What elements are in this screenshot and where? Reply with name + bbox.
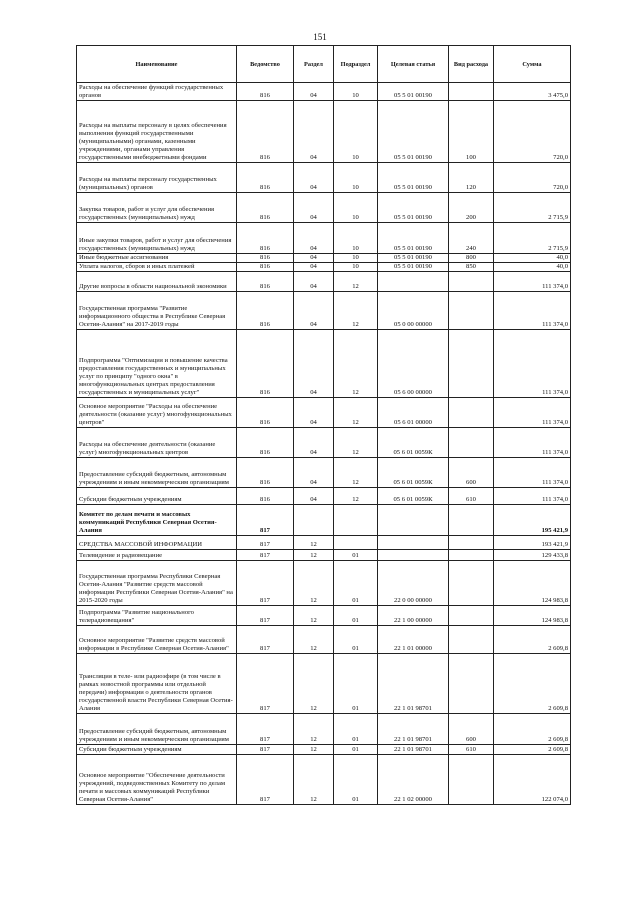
row-target-article-cell: 05 0 00 00000	[378, 292, 449, 330]
row-subsection-cell: 10	[334, 223, 378, 254]
row-department-cell: 817	[237, 714, 294, 745]
row-amount-cell: 111 374,0	[494, 458, 571, 488]
row-department-cell: 816	[237, 83, 294, 101]
table-row	[77, 223, 571, 254]
row-name-cell: Основное мероприятие "Развитие средств массовой информации в Республике Северная Осетия-Алания"	[77, 626, 237, 654]
row-expense-type-cell: 120	[449, 163, 494, 193]
row-subsection-cell: 12	[334, 458, 378, 488]
row-expense-type-cell	[449, 398, 494, 428]
row-target-article-cell	[378, 550, 449, 561]
row-department-cell: 816	[237, 488, 294, 505]
row-department-cell: 816	[237, 398, 294, 428]
row-target-article-cell: 05 6 00 00000	[378, 330, 449, 398]
row-subsection-cell: 01	[334, 654, 378, 714]
row-subsection-cell: 01	[334, 714, 378, 745]
table-row	[77, 505, 571, 536]
row-subsection-cell: 01	[334, 755, 378, 805]
row-section-cell: 04	[294, 458, 334, 488]
row-target-article-cell	[378, 272, 449, 292]
row-expense-type-cell	[449, 428, 494, 458]
table-row	[77, 330, 571, 398]
row-amount-cell: 2 715,9	[494, 193, 571, 223]
row-name-cell: Основное мероприятие "Обеспечение деятельности учреждений, подведомственных Комитету по делам печати и массовых коммуникаций Республики Северная Осетия-Алания"	[77, 755, 237, 805]
row-section-cell: 12	[294, 654, 334, 714]
row-section-cell: 04	[294, 488, 334, 505]
table-row	[77, 536, 571, 550]
row-expense-type-cell	[449, 330, 494, 398]
table-row	[77, 163, 571, 193]
row-section-cell: 04	[294, 163, 334, 193]
row-name-cell: Телевидение и радиовещание	[77, 550, 237, 561]
row-name-cell: Подпрограмма "Оптимизация и повышение качества предоставления государственных и муниципальных услуг по принципу "одного окна" в многофункциональных центрах предоставления государственных и муниципальных услуг"	[77, 330, 237, 398]
row-expense-type-cell	[449, 654, 494, 714]
table-row	[77, 101, 571, 163]
row-name-cell: Предоставление субсидий бюджетным, автономным учреждениям и иным некоммерческим организациям	[77, 714, 237, 745]
row-amount-cell: 111 374,0	[494, 428, 571, 458]
row-subsection-cell: 10	[334, 263, 378, 272]
row-amount-cell: 195 421,9	[494, 505, 571, 536]
row-expense-type-cell: 240	[449, 223, 494, 254]
row-expense-type-cell: 100	[449, 101, 494, 163]
row-department-cell: 816	[237, 458, 294, 488]
row-name-cell: Субсидии бюджетным учреждениям	[77, 488, 237, 505]
header-amount: Сумма	[494, 46, 571, 83]
row-expense-type-cell	[449, 606, 494, 626]
row-section-cell: 12	[294, 561, 334, 606]
table-row	[77, 745, 571, 755]
row-section-cell: 12	[294, 745, 334, 755]
row-department-cell: 816	[237, 292, 294, 330]
table-row	[77, 193, 571, 223]
row-section-cell: 12	[294, 714, 334, 745]
row-department-cell: 817	[237, 606, 294, 626]
row-department-cell: 816	[237, 272, 294, 292]
row-section-cell: 12	[294, 536, 334, 550]
row-name-cell: Закупка товаров, работ и услуг для обеспечения государственных (муниципальных) нужд	[77, 193, 237, 223]
row-name-cell: Расходы на обеспечение функций государственных органов	[77, 83, 237, 101]
row-section-cell: 12	[294, 606, 334, 626]
row-target-article-cell: 22 0 00 00000	[378, 561, 449, 606]
row-department-cell: 817	[237, 550, 294, 561]
table-row	[77, 292, 571, 330]
row-subsection-cell: 01	[334, 745, 378, 755]
row-name-cell: Расходы на обеспечение деятельности (оказание услуг) многофункциональных центров	[77, 428, 237, 458]
row-amount-cell: 2 609,8	[494, 714, 571, 745]
row-name-cell: Государственная программа Республики Северная Осетия-Алания "Развитие средств массовой информации Республики Северная Осетия-Алания" на 2015-2020 годы	[77, 561, 237, 606]
row-subsection-cell: 10	[334, 163, 378, 193]
row-department-cell: 816	[237, 223, 294, 254]
row-department-cell: 817	[237, 626, 294, 654]
row-amount-cell: 111 374,0	[494, 330, 571, 398]
row-section-cell: 04	[294, 83, 334, 101]
row-expense-type-cell	[449, 755, 494, 805]
row-section-cell	[294, 505, 334, 536]
row-name-cell: Государственная программа "Развитие информационного общества в Республике Северная Осетия-Алания" на 2017-2019 годы	[77, 292, 237, 330]
row-subsection-cell: 12	[334, 488, 378, 505]
row-subsection-cell: 10	[334, 83, 378, 101]
row-section-cell: 12	[294, 550, 334, 561]
row-subsection-cell: 12	[334, 292, 378, 330]
row-name-cell: Предоставление субсидий бюджетным, автономным учреждениям и иным некоммерческим организациям	[77, 458, 237, 488]
row-section-cell: 04	[294, 101, 334, 163]
row-expense-type-cell	[449, 83, 494, 101]
row-target-article-cell: 05 6 01 0059К	[378, 488, 449, 505]
row-section-cell: 04	[294, 330, 334, 398]
row-target-article-cell: 05 5 01 00190	[378, 254, 449, 263]
row-expense-type-cell	[449, 536, 494, 550]
row-name-cell: Трансляция в теле- или радиоэфире (в том числе в рамках новостной программы или отдельной передачи) информации о деятельности органов государственной власти Республики Северная Осетия-Алания	[77, 654, 237, 714]
header-department: Ведомство	[237, 46, 294, 83]
row-section-cell: 04	[294, 428, 334, 458]
row-department-cell: 816	[237, 263, 294, 272]
row-amount-cell: 40,0	[494, 263, 571, 272]
row-department-cell: 817	[237, 755, 294, 805]
row-target-article-cell: 05 5 01 00190	[378, 83, 449, 101]
header-expense-type: Вид расхода	[449, 46, 494, 83]
row-target-article-cell: 22 1 01 00000	[378, 626, 449, 654]
row-subsection-cell: 10	[334, 193, 378, 223]
row-subsection-cell: 12	[334, 398, 378, 428]
row-expense-type-cell	[449, 505, 494, 536]
row-target-article-cell: 05 5 01 00190	[378, 223, 449, 254]
row-target-article-cell: 22 1 00 00000	[378, 606, 449, 626]
row-section-cell: 04	[294, 398, 334, 428]
row-name-cell: СРЕДСТВА МАССОВОЙ ИНФОРМАЦИИ	[77, 536, 237, 550]
row-department-cell: 817	[237, 561, 294, 606]
row-name-cell: Комитет по делам печати и массовых коммуникаций Республики Северная Осетия-Алания	[77, 505, 237, 536]
row-target-article-cell: 22 1 01 98701	[378, 654, 449, 714]
row-target-article-cell: 05 6 01 0059К	[378, 458, 449, 488]
row-subsection-cell: 01	[334, 550, 378, 561]
row-target-article-cell: 05 5 01 00190	[378, 163, 449, 193]
row-target-article-cell: 05 6 01 0059К	[378, 428, 449, 458]
row-target-article-cell: 22 1 01 98701	[378, 745, 449, 755]
row-amount-cell: 2 609,8	[494, 745, 571, 755]
row-department-cell: 816	[237, 428, 294, 458]
row-section-cell: 04	[294, 292, 334, 330]
row-department-cell: 816	[237, 254, 294, 263]
row-name-cell: Субсидии бюджетным учреждениям	[77, 745, 237, 755]
row-department-cell: 817	[237, 505, 294, 536]
row-amount-cell: 129 433,8	[494, 550, 571, 561]
row-expense-type-cell	[449, 561, 494, 606]
table-row	[77, 755, 571, 805]
row-amount-cell: 720,0	[494, 163, 571, 193]
table-row	[77, 488, 571, 505]
row-amount-cell: 111 374,0	[494, 398, 571, 428]
row-section-cell: 12	[294, 626, 334, 654]
row-subsection-cell: 12	[334, 272, 378, 292]
row-section-cell: 04	[294, 272, 334, 292]
table-row	[77, 83, 571, 101]
row-target-article-cell: 05 5 01 00190	[378, 193, 449, 223]
row-department-cell: 816	[237, 330, 294, 398]
header-target-article: Целевая статья	[378, 46, 449, 83]
row-subsection-cell	[334, 505, 378, 536]
table-row	[77, 561, 571, 606]
page-number: 151	[313, 32, 327, 42]
row-target-article-cell: 05 5 01 00190	[378, 263, 449, 272]
table-row	[77, 714, 571, 745]
row-expense-type-cell	[449, 626, 494, 654]
budget-table	[76, 45, 571, 805]
row-amount-cell: 111 374,0	[494, 488, 571, 505]
row-subsection-cell: 10	[334, 101, 378, 163]
row-target-article-cell: 22 1 02 00000	[378, 755, 449, 805]
row-department-cell: 816	[237, 101, 294, 163]
row-department-cell: 816	[237, 193, 294, 223]
table-row	[77, 272, 571, 292]
row-section-cell: 04	[294, 254, 334, 263]
row-amount-cell: 124 983,8	[494, 561, 571, 606]
row-expense-type-cell: 610	[449, 488, 494, 505]
table-row	[77, 550, 571, 561]
row-section-cell: 04	[294, 193, 334, 223]
table-row	[77, 458, 571, 488]
row-department-cell: 817	[237, 654, 294, 714]
row-department-cell: 816	[237, 163, 294, 193]
table-row	[77, 428, 571, 458]
row-amount-cell: 2 609,8	[494, 626, 571, 654]
row-target-article-cell: 05 6 01 00000	[378, 398, 449, 428]
row-name-cell: Основное мероприятие "Расходы на обеспечение деятельности (оказание услуг) многофункциональных центров"	[77, 398, 237, 428]
row-target-article-cell	[378, 505, 449, 536]
row-amount-cell: 720,0	[494, 101, 571, 163]
row-amount-cell: 40,0	[494, 254, 571, 263]
row-name-cell: Расходы на выплаты персоналу государственных (муниципальных) органов	[77, 163, 237, 193]
table-row	[77, 606, 571, 626]
row-subsection-cell: 01	[334, 561, 378, 606]
row-amount-cell: 3 475,0	[494, 83, 571, 101]
row-expense-type-cell: 800	[449, 254, 494, 263]
table-header-row	[77, 46, 571, 83]
row-subsection-cell: 12	[334, 428, 378, 458]
row-amount-cell: 2 609,8	[494, 654, 571, 714]
row-section-cell: 12	[294, 755, 334, 805]
table-body	[77, 83, 571, 805]
row-amount-cell: 193 421,9	[494, 536, 571, 550]
row-name-cell: Расходы на выплаты персоналу в целях обеспечения выполнения функций государственными (муниципальными) органами, казенными учреждениями, органами управления государственными внебюджетными фондами	[77, 101, 237, 163]
row-subsection-cell: 01	[334, 606, 378, 626]
row-expense-type-cell: 850	[449, 263, 494, 272]
row-target-article-cell: 22 1 01 98701	[378, 714, 449, 745]
row-amount-cell: 111 374,0	[494, 292, 571, 330]
row-amount-cell: 2 715,9	[494, 223, 571, 254]
header-subsection: Подраздел	[334, 46, 378, 83]
table-row	[77, 398, 571, 428]
row-subsection-cell	[334, 536, 378, 550]
row-expense-type-cell: 200	[449, 193, 494, 223]
row-department-cell: 817	[237, 536, 294, 550]
header-section: Раздел	[294, 46, 334, 83]
table-row	[77, 263, 571, 272]
row-amount-cell: 122 074,0	[494, 755, 571, 805]
row-subsection-cell: 10	[334, 254, 378, 263]
row-expense-type-cell	[449, 292, 494, 330]
row-target-article-cell	[378, 536, 449, 550]
table-row	[77, 254, 571, 263]
row-name-cell: Уплата налогов, сборов и иных платежей	[77, 263, 237, 272]
row-expense-type-cell: 600	[449, 458, 494, 488]
row-subsection-cell: 01	[334, 626, 378, 654]
row-expense-type-cell: 610	[449, 745, 494, 755]
row-subsection-cell: 12	[334, 330, 378, 398]
table-row	[77, 626, 571, 654]
row-target-article-cell: 05 5 01 00190	[378, 101, 449, 163]
row-name-cell: Иные закупки товаров, работ и услуг для обеспечения государственных (муниципальных) нужд	[77, 223, 237, 254]
row-name-cell: Иные бюджетные ассигнования	[77, 254, 237, 263]
row-department-cell: 817	[237, 745, 294, 755]
row-section-cell: 04	[294, 223, 334, 254]
table-row	[77, 654, 571, 714]
row-section-cell: 04	[294, 263, 334, 272]
row-amount-cell: 111 374,0	[494, 272, 571, 292]
row-amount-cell: 124 983,8	[494, 606, 571, 626]
row-expense-type-cell	[449, 550, 494, 561]
row-name-cell: Другие вопросы в области национальной экономики	[77, 272, 237, 292]
row-name-cell: Подпрограмма "Развитие национального телерадиовещания"	[77, 606, 237, 626]
header-name: Наименование	[77, 46, 237, 83]
row-expense-type-cell	[449, 272, 494, 292]
row-expense-type-cell: 600	[449, 714, 494, 745]
